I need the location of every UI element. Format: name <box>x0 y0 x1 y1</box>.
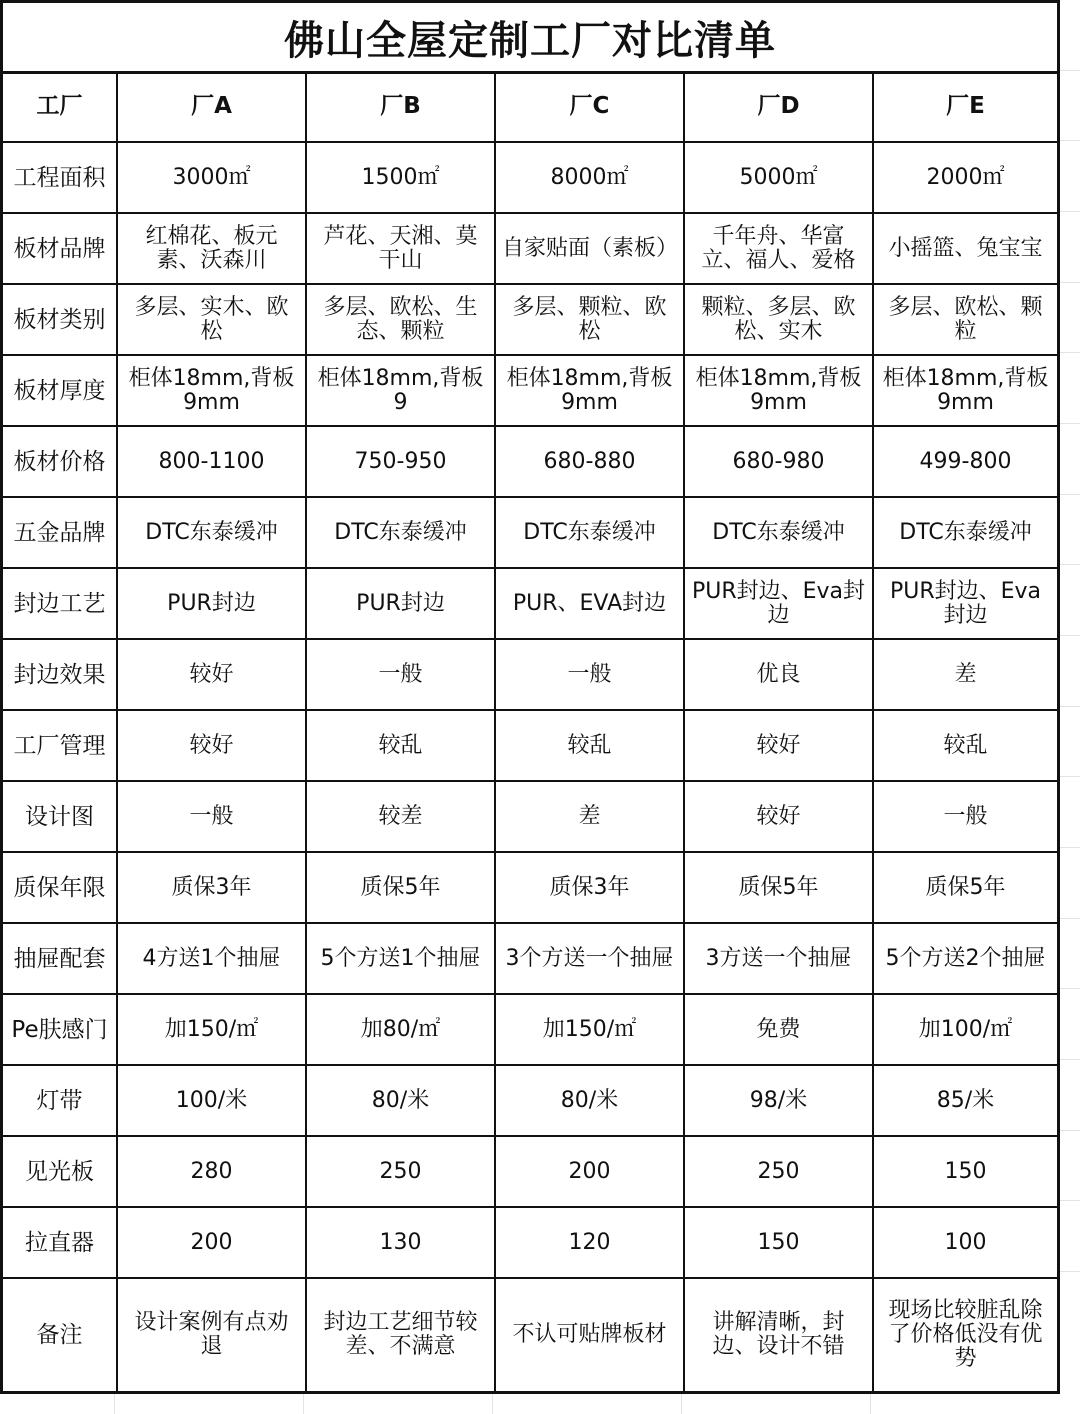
header-row <box>3 71 1057 142</box>
table-cell: 设计案例有点劝退 <box>117 1278 306 1391</box>
table-cell: DTC东泰缓冲 <box>684 497 873 568</box>
table-cell: 130 <box>306 1207 495 1278</box>
table-cell: 499-800 <box>873 426 1057 497</box>
table-cell: DTC东泰缓冲 <box>306 497 495 568</box>
table-cell: 100/米 <box>117 1065 306 1136</box>
table-cell: 5个方送2个抽屉 <box>873 923 1057 994</box>
table-cell: 3000㎡ <box>117 142 306 213</box>
table-cell: 200 <box>117 1207 306 1278</box>
table-cell: 小摇篮、兔宝宝 <box>873 213 1057 284</box>
table-cell: 3个方送一个抽屉 <box>495 923 684 994</box>
grid-line <box>1060 70 1080 71</box>
table-cell: 较好 <box>117 639 306 710</box>
table-cell: 柜体18mm,背板9 <box>306 355 495 426</box>
table-cell: 颗粒、多层、欧松、实木 <box>684 284 873 355</box>
row-label: 板材类别 <box>3 284 117 355</box>
table-cell: 680-980 <box>684 426 873 497</box>
grid-line <box>1060 423 1080 424</box>
grid-line <box>1060 1059 1080 1060</box>
header-cell-factory-d: 厂D <box>684 71 873 142</box>
table-cell: 芦花、天湘、莫干山 <box>306 213 495 284</box>
table-row <box>3 1278 1057 1391</box>
table-row <box>3 497 1057 568</box>
grid-line <box>1060 1200 1080 1201</box>
table-cell: 较好 <box>684 781 873 852</box>
table-cell: 一般 <box>117 781 306 852</box>
table-cell: 加150/㎡ <box>495 994 684 1065</box>
header-cell-factory-a: 厂A <box>117 71 306 142</box>
table-cell: 质保5年 <box>306 852 495 923</box>
table-row <box>3 781 1057 852</box>
table-cell: 加100/㎡ <box>873 994 1057 1065</box>
table-row <box>3 142 1057 213</box>
row-label: 质保年限 <box>3 852 117 923</box>
grid-line <box>1060 1271 1080 1272</box>
grid-line <box>1060 1130 1080 1131</box>
grid-line <box>303 1394 304 1414</box>
spreadsheet-margin <box>1060 0 1080 1414</box>
table-row <box>3 284 1057 355</box>
table-cell: 较好 <box>684 710 873 781</box>
table-cell: 85/米 <box>873 1065 1057 1136</box>
table-cell: 98/米 <box>684 1065 873 1136</box>
table-cell: 2000㎡ <box>873 142 1057 213</box>
table-cell: 自家贴面（素板） <box>495 213 684 284</box>
header-cell-factory-c: 厂C <box>495 71 684 142</box>
table-cell: 多层、实木、欧松 <box>117 284 306 355</box>
table-cell: PUR封边、Eva封边 <box>873 568 1057 639</box>
table-row <box>3 426 1057 497</box>
table-row <box>3 1065 1057 1136</box>
table-cell: 加80/㎡ <box>306 994 495 1065</box>
table-row <box>3 639 1057 710</box>
header-cell-factory: 工厂 <box>3 71 117 142</box>
grid-line <box>1060 564 1080 565</box>
row-label: 封边工艺 <box>3 568 117 639</box>
grid-line <box>1060 918 1080 919</box>
grid-line <box>1060 988 1080 989</box>
grid-line <box>681 1394 682 1414</box>
table-row <box>3 355 1057 426</box>
table-cell: 柜体18mm,背板9mm <box>873 355 1057 426</box>
table-row <box>3 710 1057 781</box>
grid-line <box>1060 706 1080 707</box>
grid-line <box>1060 211 1080 212</box>
grid-line <box>1060 494 1080 495</box>
table-cell: 质保5年 <box>873 852 1057 923</box>
table-cell: DTC东泰缓冲 <box>495 497 684 568</box>
table-cell: 讲解清晰，封边、设计不错 <box>684 1278 873 1391</box>
table-row <box>3 923 1057 994</box>
table-cell: 一般 <box>873 781 1057 852</box>
table-row <box>3 852 1057 923</box>
table-row <box>3 1207 1057 1278</box>
table-cell: PUR封边 <box>117 568 306 639</box>
table-cell: 200 <box>495 1136 684 1207</box>
grid-line <box>1060 776 1080 777</box>
table-cell: 质保3年 <box>495 852 684 923</box>
row-label: 板材品牌 <box>3 213 117 284</box>
header-cell-factory-b: 厂B <box>306 71 495 142</box>
row-label: 工程面积 <box>3 142 117 213</box>
table-cell: 柜体18mm,背板9mm <box>684 355 873 426</box>
grid-line <box>1060 847 1080 848</box>
table-cell: PUR封边、Eva封边 <box>684 568 873 639</box>
grid-line <box>870 1394 871 1414</box>
table-cell: 8000㎡ <box>495 142 684 213</box>
table-cell: 5000㎡ <box>684 142 873 213</box>
table-cell: 4方送1个抽屉 <box>117 923 306 994</box>
table-cell: 较乱 <box>873 710 1057 781</box>
table-cell: 280 <box>117 1136 306 1207</box>
table-row <box>3 213 1057 284</box>
table-cell: 差 <box>495 781 684 852</box>
grid-line <box>1060 352 1080 353</box>
table-cell: 800-1100 <box>117 426 306 497</box>
row-label: 五金品牌 <box>3 497 117 568</box>
table-cell: 柜体18mm,背板9mm <box>495 355 684 426</box>
row-label: 抽屉配套 <box>3 923 117 994</box>
grid-line <box>1060 140 1080 141</box>
table-cell: 多层、颗粒、欧松 <box>495 284 684 355</box>
table-row <box>3 994 1057 1065</box>
table-cell: 一般 <box>495 639 684 710</box>
table-cell: 680-880 <box>495 426 684 497</box>
table-cell: 3方送一个抽屉 <box>684 923 873 994</box>
table-cell: 较乱 <box>306 710 495 781</box>
table-cell: 较差 <box>306 781 495 852</box>
table-cell: 免费 <box>684 994 873 1065</box>
table-cell: 5个方送1个抽屉 <box>306 923 495 994</box>
table-cell: 质保3年 <box>117 852 306 923</box>
table-cell: 120 <box>495 1207 684 1278</box>
row-label: 板材价格 <box>3 426 117 497</box>
table-cell: 千年舟、华富立、福人、爱格 <box>684 213 873 284</box>
comparison-table <box>3 71 1057 1391</box>
table-cell: PUR封边 <box>306 568 495 639</box>
table-cell: 封边工艺细节较差、不满意 <box>306 1278 495 1391</box>
table-cell: 多层、欧松、生态、颗粒 <box>306 284 495 355</box>
row-label: 工厂管理 <box>3 710 117 781</box>
table-cell: 不认可贴牌板材 <box>495 1278 684 1391</box>
table-cell: 100 <box>873 1207 1057 1278</box>
page-title: 佛山全屋定制工厂对比清单 <box>3 3 1057 74</box>
table-cell: DTC东泰缓冲 <box>117 497 306 568</box>
table-cell: 750-950 <box>306 426 495 497</box>
table-cell: 现场比较脏乱除了价格低没有优势 <box>873 1278 1057 1391</box>
table-cell: 一般 <box>306 639 495 710</box>
row-label: 灯带 <box>3 1065 117 1136</box>
table-row <box>3 1136 1057 1207</box>
table-cell: 多层、欧松、颗粒 <box>873 284 1057 355</box>
row-label: 封边效果 <box>3 639 117 710</box>
row-label: 板材厚度 <box>3 355 117 426</box>
row-label: 设计图 <box>3 781 117 852</box>
table-cell: DTC东泰缓冲 <box>873 497 1057 568</box>
table-cell: 差 <box>873 639 1057 710</box>
table-cell: 80/米 <box>495 1065 684 1136</box>
row-label: 拉直器 <box>3 1207 117 1278</box>
table-cell: 150 <box>873 1136 1057 1207</box>
grid-line <box>1060 635 1080 636</box>
table-cell: 较乱 <box>495 710 684 781</box>
row-label: 备注 <box>3 1278 117 1391</box>
grid-line <box>114 1394 115 1414</box>
row-label: 见光板 <box>3 1136 117 1207</box>
table-cell: 150 <box>684 1207 873 1278</box>
table-cell: 柜体18mm,背板9mm <box>117 355 306 426</box>
grid-line <box>492 1394 493 1414</box>
header-cell-factory-e: 厂E <box>873 71 1057 142</box>
table-cell: 1500㎡ <box>306 142 495 213</box>
row-label: Pe肤感门 <box>3 994 117 1065</box>
table-cell: 250 <box>684 1136 873 1207</box>
table-cell: 质保5年 <box>684 852 873 923</box>
table-row <box>3 568 1057 639</box>
table-cell: 加150/㎡ <box>117 994 306 1065</box>
table-cell: 优良 <box>684 639 873 710</box>
table-cell: 250 <box>306 1136 495 1207</box>
grid-line <box>1060 282 1080 283</box>
table-cell: 80/米 <box>306 1065 495 1136</box>
table-cell: PUR、EVA封边 <box>495 568 684 639</box>
table-cell: 较好 <box>117 710 306 781</box>
table-cell: 红棉花、板元素、沃森川 <box>117 213 306 284</box>
